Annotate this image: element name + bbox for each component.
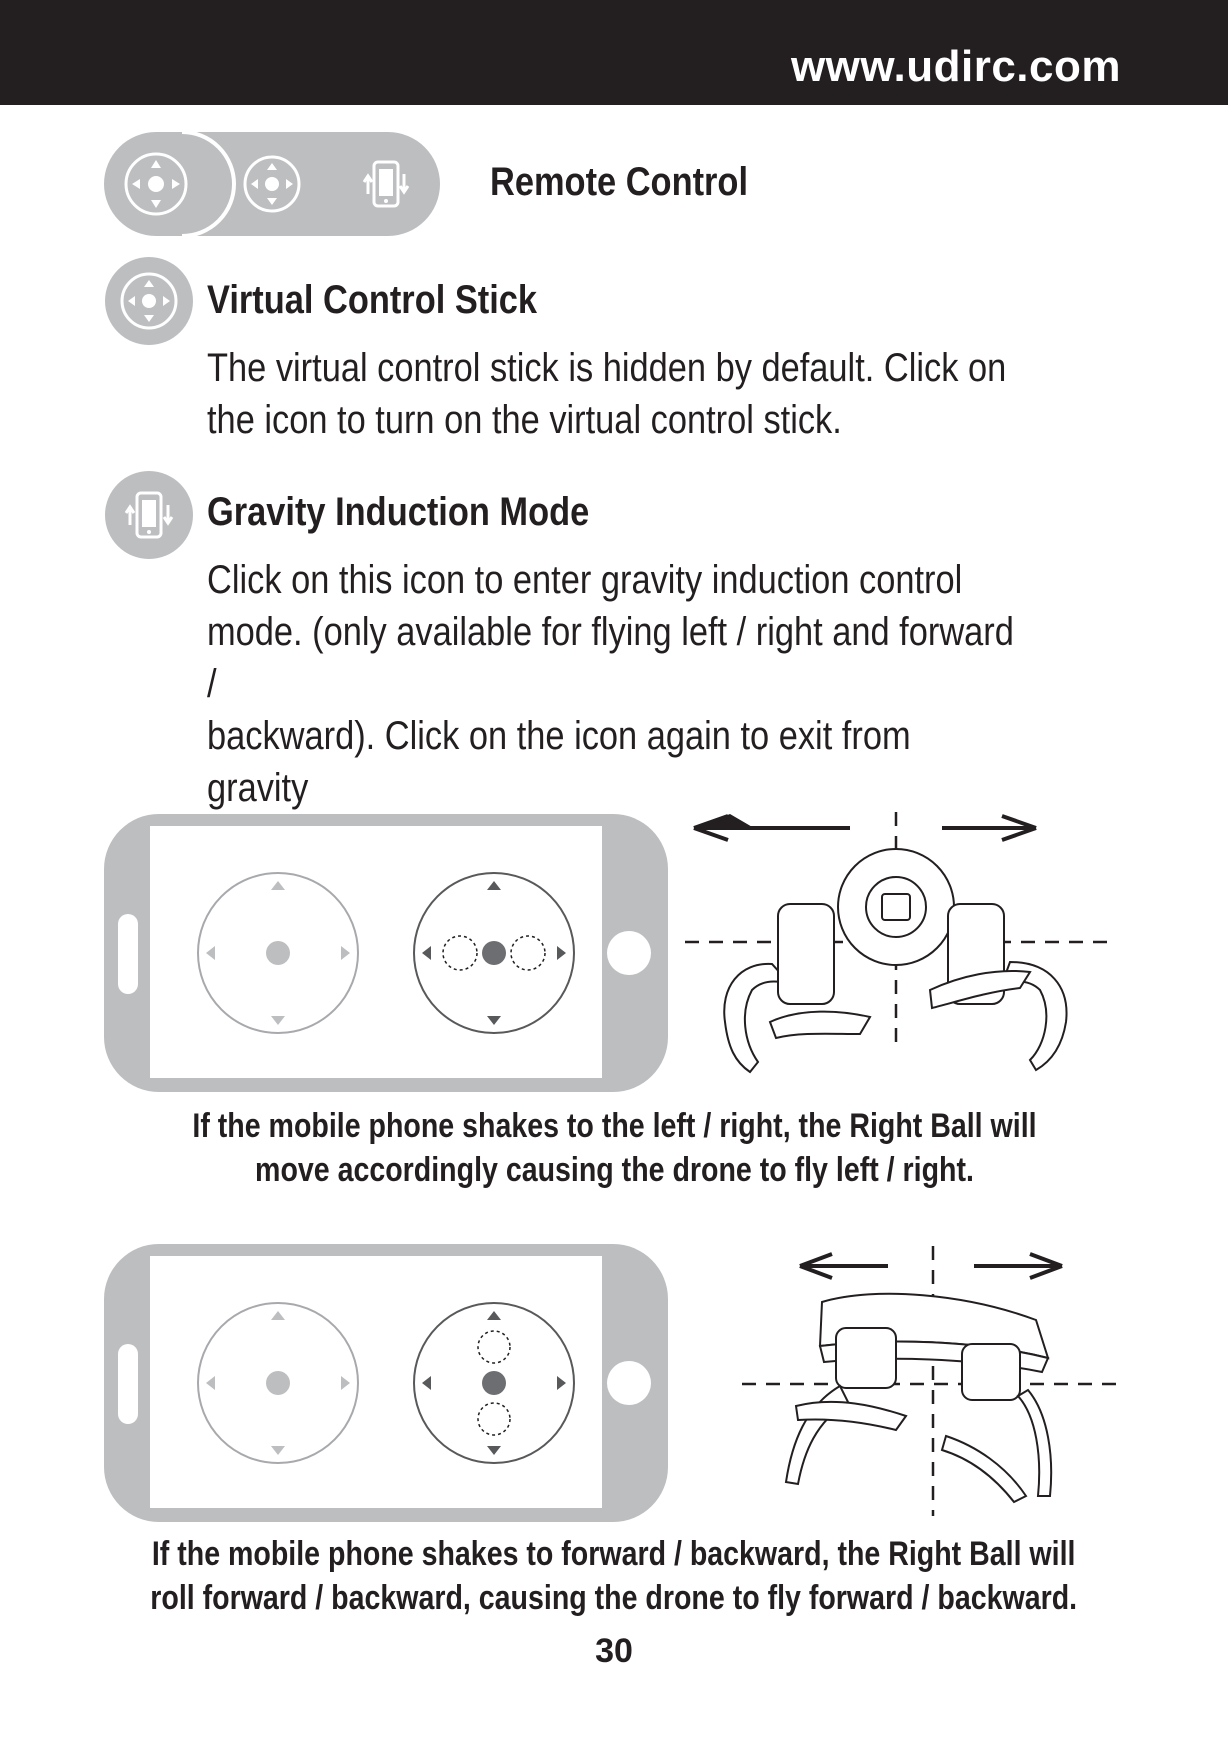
section-heading-virtual-stick: Virtual Control Stick — [207, 278, 538, 322]
body-line: backward). Click on the icon again to exit from gravity — [207, 714, 911, 810]
drone-illustration — [680, 812, 1116, 1082]
caption-line: move accordingly causing the drone to fly left / right. — [254, 1151, 974, 1189]
right-arrow-icon — [974, 1254, 1062, 1278]
body-line: Click on this icon to enter gravity induction control — [207, 558, 963, 602]
joystick-icon[interactable] — [126, 154, 186, 214]
remote-control-title: Remote Control — [490, 160, 748, 204]
site-url[interactable]: www.udirc.com — [790, 42, 1121, 91]
remote-control-icon-bar — [104, 130, 444, 238]
caption-line: If the mobile phone shakes to forward / backward, the Right Ball will — [152, 1535, 1076, 1573]
gravity-phone-icon — [104, 470, 194, 560]
phone-illustration-left-right — [104, 814, 668, 1092]
left-arrow-icon — [694, 814, 850, 842]
header-bar — [0, 0, 1228, 105]
section-body-virtual-stick — [207, 342, 1015, 446]
caption-forward-backward — [0, 1532, 1228, 1620]
body-line: the icon to turn on the virtual control stick. — [207, 398, 842, 442]
right-arrow-icon — [942, 816, 1036, 840]
caption-line: If the mobile phone shakes to the left / right, the Right Ball will — [191, 1107, 1037, 1145]
joystick-icon[interactable] — [245, 157, 299, 211]
drone-illustration — [736, 1246, 1126, 1516]
caption-line: roll forward / backward, causing the drone to fly forward / backward. — [150, 1579, 1078, 1617]
body-line: mode. (only available for flying left / right and forward / — [207, 610, 1014, 706]
phone-illustration-forward-backward — [104, 1244, 668, 1522]
joystick-icon — [104, 256, 194, 346]
page-number: 30 — [595, 1632, 633, 1670]
left-arrow-icon — [800, 1254, 888, 1278]
body-line: The virtual control stick is hidden by default. Click on — [207, 346, 1007, 390]
section-heading-gravity: Gravity Induction Mode — [207, 490, 590, 534]
caption-left-right — [0, 1104, 1228, 1192]
